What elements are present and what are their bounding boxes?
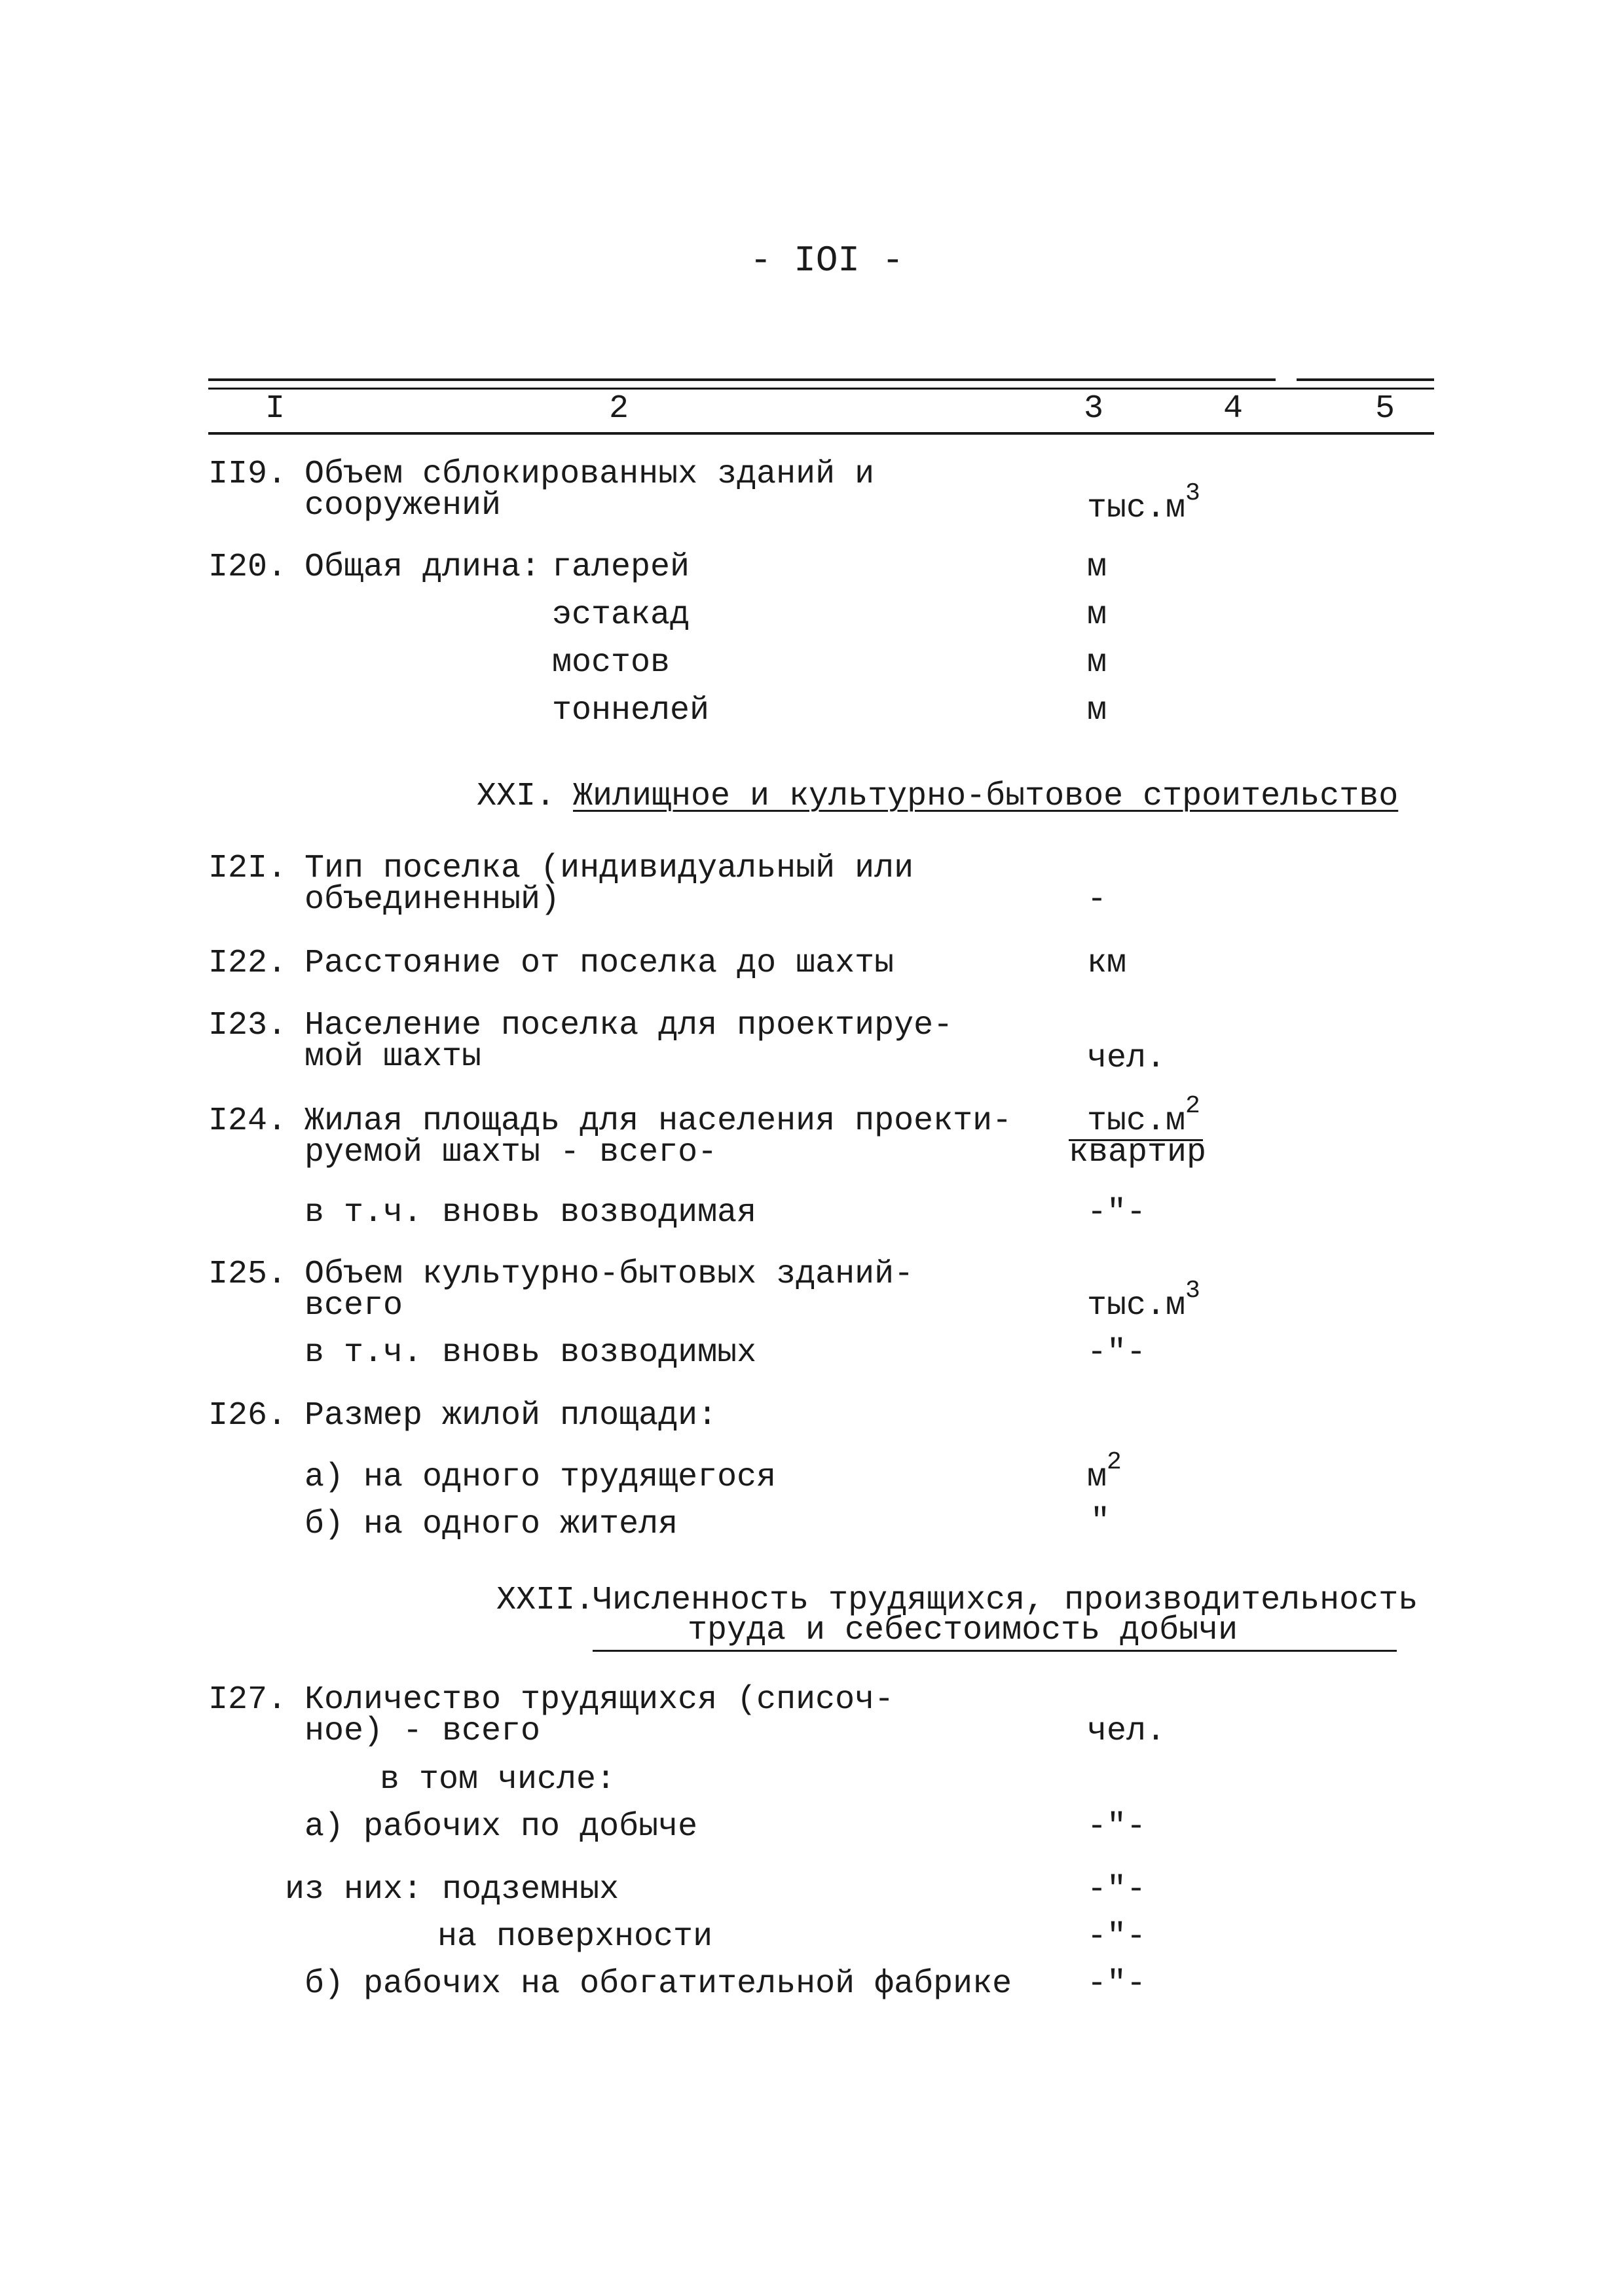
item-126-text: Размер жилой площади: bbox=[304, 1397, 718, 1434]
item-122-text: Расстояние от поселка до шахты bbox=[304, 945, 895, 982]
item-124-sub-text: в т.ч. вновь возводимая bbox=[304, 1194, 757, 1231]
header-rule-bottom bbox=[208, 432, 1434, 435]
header-rule-top-left bbox=[208, 378, 1276, 381]
item-number-127: I27. bbox=[208, 1681, 287, 1719]
item-119-unit: $тыс.м^3$ bbox=[1087, 479, 1200, 527]
item-122-unit: км bbox=[1087, 945, 1127, 982]
header-col-3: 3 bbox=[1084, 390, 1104, 428]
item-125-text-2: всего bbox=[304, 1287, 403, 1324]
item-124-unit-top: $тыс.м^2$ bbox=[1087, 1092, 1200, 1140]
item-127-text-2: ное) - всего bbox=[304, 1713, 541, 1750]
item-120-sub-bridge: мостов bbox=[552, 644, 671, 682]
item-120-unit-2: м bbox=[1087, 596, 1107, 634]
item-126-a-text: а) на одного трудящегося bbox=[304, 1459, 777, 1496]
header-col-5: 5 bbox=[1375, 390, 1395, 428]
item-127-a-text: а) рабочих по добыче bbox=[304, 1808, 698, 1846]
section-22-title-2: труда и себестоимость добычи bbox=[688, 1612, 1238, 1649]
item-121-text-2: объединенный) bbox=[304, 881, 561, 919]
header-rule-top-right bbox=[1297, 378, 1434, 381]
item-126-b-unit: " bbox=[1090, 1503, 1111, 1540]
item-125-text-1: Объем культурно-бытовых зданий- bbox=[304, 1256, 914, 1293]
page-number: - IOI - bbox=[750, 240, 904, 282]
section-22-title-1: Численность трудящихся, производительность bbox=[593, 1582, 1418, 1619]
header-col-4: 4 bbox=[1223, 390, 1244, 428]
item-127-text-1: Количество трудящихся (списоч- bbox=[304, 1681, 895, 1719]
item-127-b-text: б) рабочих на обогатительной фабрике bbox=[304, 1965, 1012, 2003]
item-number-120: I20. bbox=[208, 549, 287, 586]
item-120-label: Общая длина: bbox=[304, 549, 541, 586]
item-number-119: II9. bbox=[208, 456, 287, 493]
item-number-125: I25. bbox=[208, 1256, 287, 1293]
section-21-title: Жилищное и культурно-бытовое строительство bbox=[573, 778, 1399, 815]
item-121-unit: - bbox=[1087, 881, 1107, 919]
item-120-unit-4: м bbox=[1087, 692, 1107, 729]
section-22-roman: XXII. bbox=[496, 1582, 595, 1619]
item-126-a-unit: $м^2$ bbox=[1087, 1448, 1122, 1496]
header-rule-top-2 bbox=[208, 388, 1434, 390]
item-number-124: I24. bbox=[208, 1102, 287, 1140]
item-124-text-2: руемой шахты - всего- bbox=[304, 1134, 718, 1171]
item-127-of-them-text: из них: подземных bbox=[285, 1871, 619, 1908]
item-124-unit-bottom: квартир bbox=[1069, 1134, 1207, 1171]
section-21-roman: XXI. bbox=[477, 778, 556, 815]
item-119-text-1: Объем сблокированных зданий и bbox=[304, 456, 875, 493]
item-125-unit: $тыс.м^3$ bbox=[1087, 1277, 1200, 1324]
item-number-122: I22. bbox=[208, 945, 287, 982]
item-120-unit-1: м bbox=[1087, 549, 1107, 586]
item-number-126: I26. bbox=[208, 1397, 287, 1434]
section-22-underline bbox=[593, 1650, 1397, 1652]
item-127-unit: чел. bbox=[1087, 1713, 1166, 1750]
item-119-text-2: сооружений bbox=[304, 487, 502, 524]
item-126-b-text: б) на одного жителя bbox=[304, 1506, 678, 1543]
item-125-sub-text: в т.ч. вновь возводимых bbox=[304, 1334, 757, 1372]
item-120-sub-tunnel: тоннелей bbox=[552, 692, 710, 729]
header-col-2: 2 bbox=[609, 390, 629, 428]
item-number-121: I2I. bbox=[208, 850, 287, 887]
header-col-1: I bbox=[265, 390, 286, 428]
item-127-incl: в том числе: bbox=[380, 1761, 616, 1798]
item-120-sub-trestle: эстакад bbox=[552, 596, 690, 634]
item-127-of-them-unit: -"- bbox=[1087, 1871, 1147, 1908]
item-120-sub-gallery: галерей bbox=[552, 549, 690, 586]
item-124-text-1: Жилая площадь для населения проекти- bbox=[304, 1102, 1012, 1140]
item-123-text-1: Население поселка для проектируе- bbox=[304, 1007, 953, 1044]
item-124-sub-unit: -"- bbox=[1087, 1194, 1147, 1231]
item-120-unit-3: м bbox=[1087, 644, 1107, 682]
item-number-123: I23. bbox=[208, 1007, 287, 1044]
item-127-b-unit: -"- bbox=[1087, 1965, 1147, 2003]
item-127-a-unit: -"- bbox=[1087, 1808, 1147, 1846]
item-127-surface-text: на поверхности bbox=[437, 1918, 713, 1956]
item-121-text-1: Тип поселка (индивидуальный или bbox=[304, 850, 914, 887]
item-123-text-2: мой шахты bbox=[304, 1038, 482, 1076]
item-123-unit: чел. bbox=[1087, 1040, 1166, 1077]
item-127-surface-unit: -"- bbox=[1087, 1918, 1147, 1956]
item-125-sub-unit: -"- bbox=[1087, 1334, 1147, 1372]
